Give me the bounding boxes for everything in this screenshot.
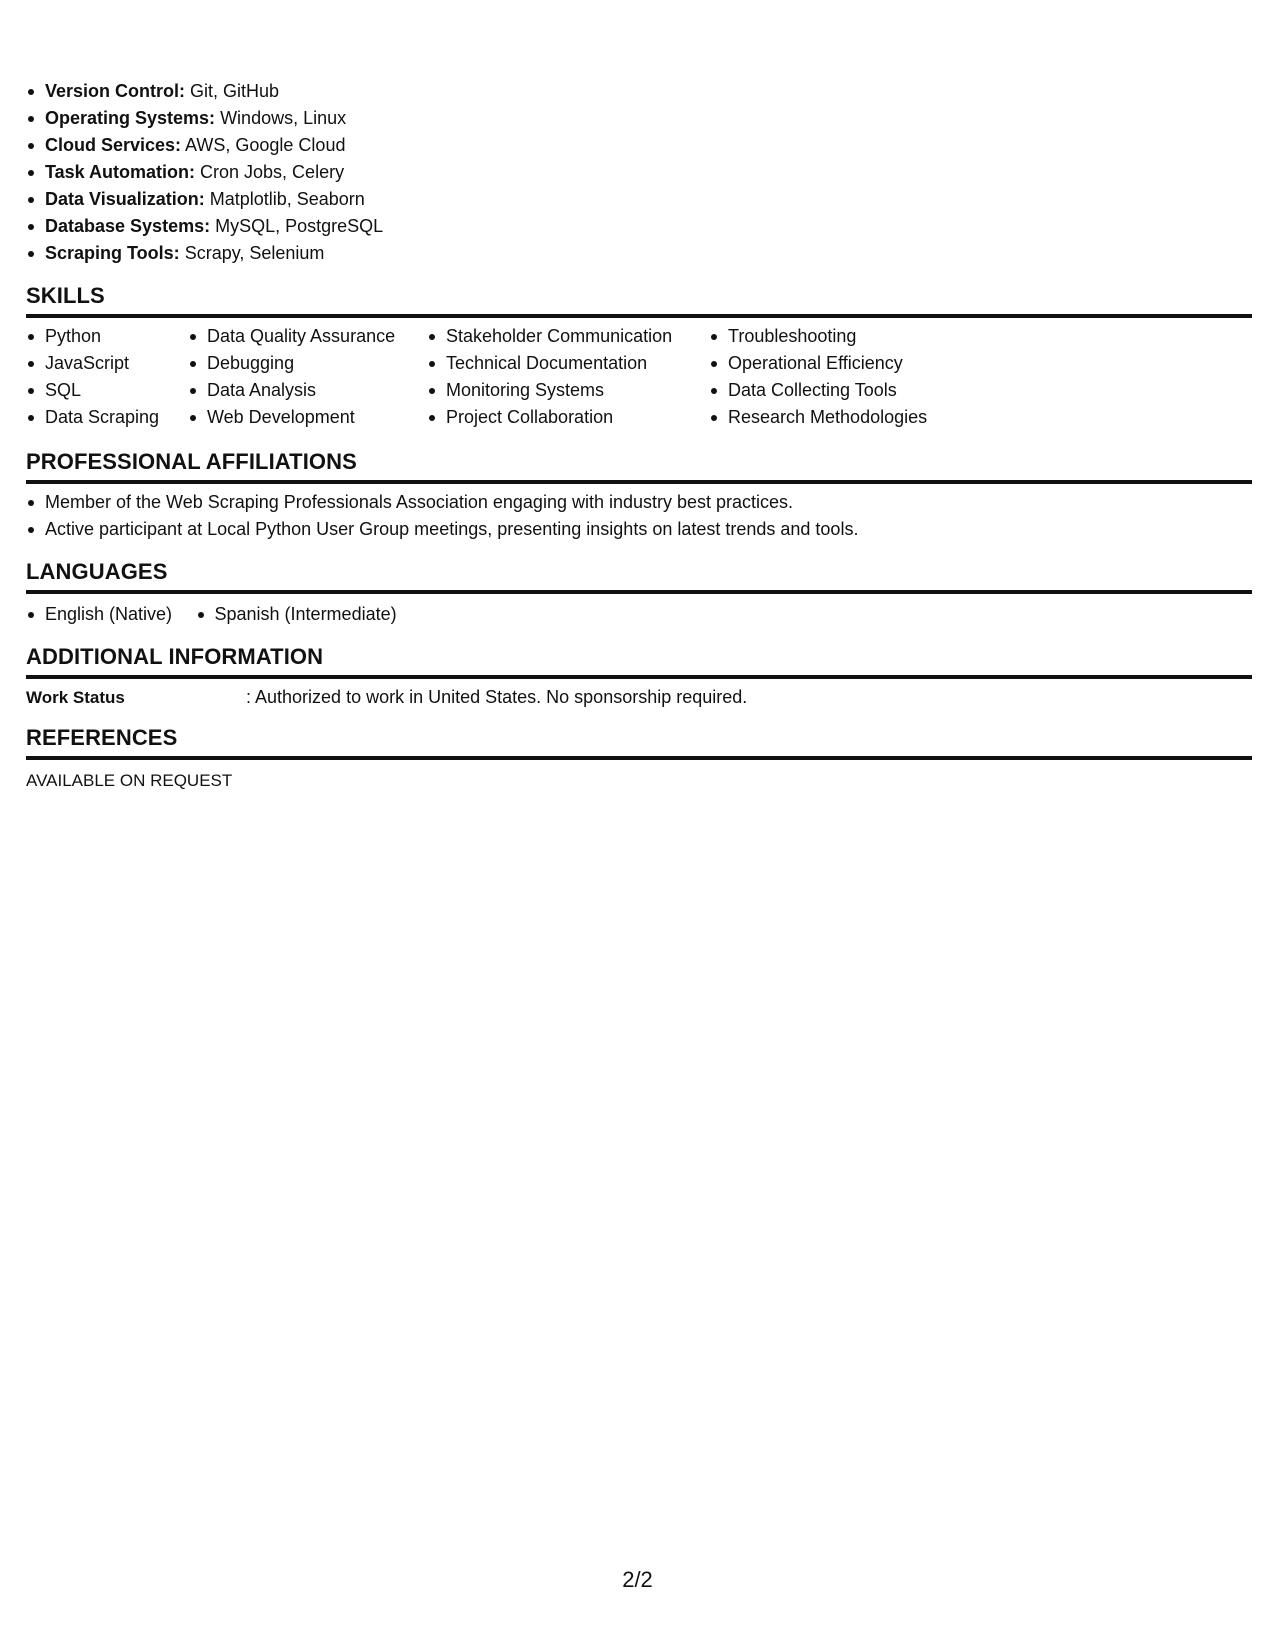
skill-item: Data Analysis — [188, 377, 395, 404]
tools-section — [26, 78, 1252, 263]
tools-item — [26, 240, 1252, 267]
tools-item-key: Scraping Tools: — [45, 243, 180, 263]
affiliations-divider — [26, 480, 1252, 484]
skill-item: Data Quality Assurance — [188, 323, 395, 350]
affiliation-item: Member of the Web Scraping Professionals Association engaging with industry best practices. — [26, 489, 1252, 516]
skill-item: Operational Efficiency — [709, 350, 927, 377]
skills-divider — [26, 314, 1252, 318]
tools-item-value: AWS, Google Cloud — [181, 135, 346, 155]
skill-item: Technical Documentation — [427, 350, 672, 377]
skills-column-4 — [709, 323, 927, 431]
work-status-value: : Authorized to work in United States. No sponsorship required. — [246, 687, 748, 707]
affiliations-section-header — [26, 448, 1252, 484]
tools-list — [26, 78, 1252, 267]
references-divider — [26, 756, 1252, 760]
skills-heading: SKILLS — [26, 283, 105, 308]
tools-item-key: Version Control: — [45, 81, 186, 101]
languages-list — [26, 601, 1252, 628]
skills-column-1 — [26, 323, 159, 431]
skill-item: Data Scraping — [26, 404, 159, 431]
tools-item — [26, 105, 1252, 132]
languages-divider — [26, 590, 1252, 594]
skills-section-header — [26, 282, 1252, 318]
languages-heading: LANGUAGES — [26, 559, 168, 584]
tools-item-key: Task Automation: — [45, 162, 196, 182]
skill-item: Debugging — [188, 350, 395, 377]
references-heading: REFERENCES — [26, 725, 178, 750]
tools-item-value: MySQL, PostgreSQL — [210, 216, 384, 236]
skills-grid — [26, 323, 1252, 435]
skill-item: Troubleshooting — [709, 323, 927, 350]
work-status-label: Work Status — [26, 688, 125, 707]
skill-item: Stakeholder Communication — [427, 323, 672, 350]
skill-item: JavaScript — [26, 350, 159, 377]
affiliations-list — [26, 489, 1252, 543]
work-status-row — [26, 684, 1252, 711]
skills-column-2 — [188, 323, 395, 431]
tools-item — [26, 213, 1252, 240]
skill-item: Data Collecting Tools — [709, 377, 927, 404]
affiliations-heading: PROFESSIONAL AFFILIATIONS — [26, 449, 357, 474]
tools-item-value: Git, GitHub — [185, 81, 280, 101]
page-number: 2/2 — [622, 1567, 653, 1592]
additional-info-section-header — [26, 643, 1252, 679]
tools-item — [26, 132, 1252, 159]
tools-item-value: Scrapy, Selenium — [179, 243, 325, 263]
references-section-header — [26, 724, 1252, 760]
tools-item-key: Data Visualization: — [45, 189, 205, 209]
tools-item-value: Matplotlib, Seaborn — [204, 189, 365, 209]
affiliation-item: Active participant at Local Python User Group meetings, presenting insights on latest trends and tools. — [26, 516, 1252, 543]
tools-item — [26, 186, 1252, 213]
language-item: English (Native) — [26, 601, 172, 628]
language-item: Spanish (Intermediate) — [196, 601, 397, 628]
skill-item: Project Collaboration — [427, 404, 672, 431]
skill-item: Python — [26, 323, 159, 350]
skill-item: SQL — [26, 377, 159, 404]
languages-section-header — [26, 558, 1252, 594]
tools-item — [26, 159, 1252, 186]
tools-item-key: Database Systems: — [45, 216, 211, 236]
tools-item — [26, 78, 1252, 105]
additional-info-heading: ADDITIONAL INFORMATION — [26, 644, 324, 669]
tools-item-value: Cron Jobs, Celery — [195, 162, 345, 182]
skills-column-3 — [427, 323, 672, 431]
resume-content — [26, 78, 1252, 790]
tools-item-key: Cloud Services: — [45, 135, 182, 155]
skill-item: Research Methodologies — [709, 404, 927, 431]
skill-item: Monitoring Systems — [427, 377, 672, 404]
skill-item: Web Development — [188, 404, 395, 431]
references-text: AVAILABLE ON REQUEST — [26, 771, 233, 790]
tools-item-key: Operating Systems: — [45, 108, 216, 128]
additional-info-divider — [26, 675, 1252, 679]
tools-item-value: Windows, Linux — [215, 108, 347, 128]
